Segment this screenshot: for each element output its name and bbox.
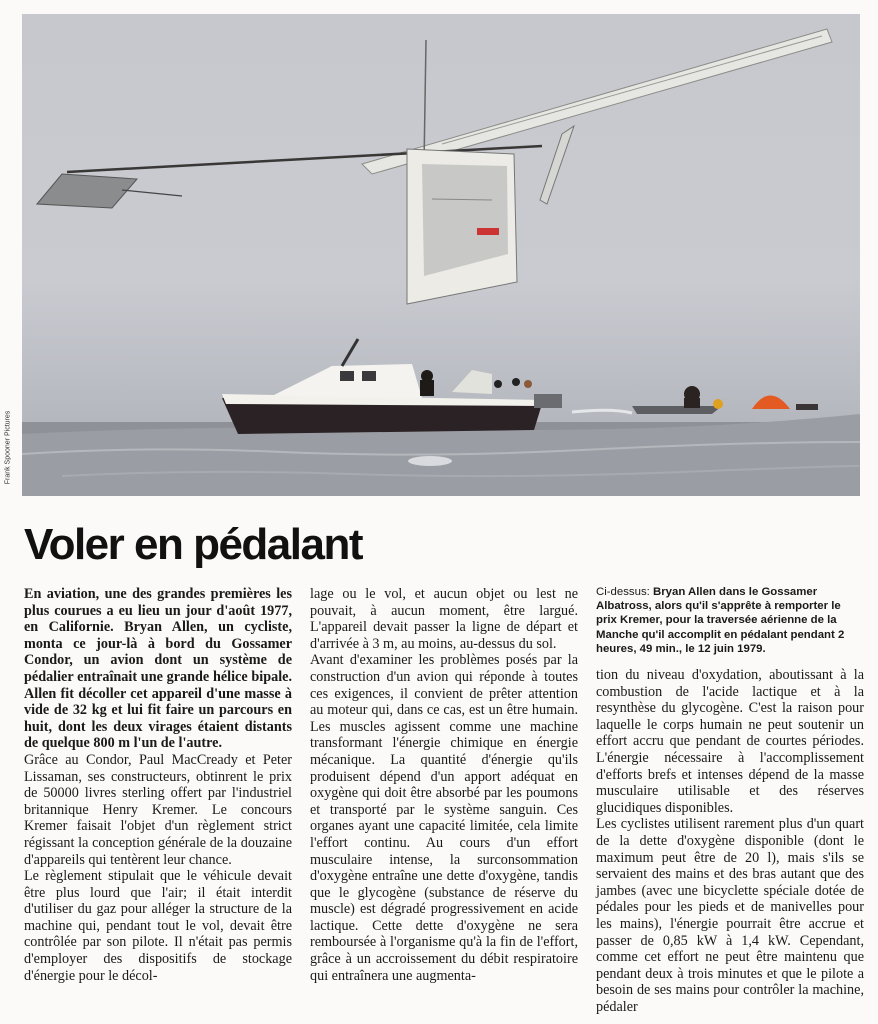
support-boat (222, 339, 562, 434)
aircraft-canard (37, 174, 137, 208)
photo-credit: Frank Spooner Pictures (4, 410, 12, 485)
paragraph: Les cyclistes utilisent rarement plus d'un quart de la dette d'oxygène disponible (dont le maximum peut être de 20 l), mais s'ils se servaient des mains et des bras autant que des jambes (avec une bicyclette spéciale dotée de pédales pour les pieds et de manivelles pour les mains), l'énergie pourrait être accrue et passer de 0,85 kW à 1,4 kW. Cependant, comme cet effort ne peut être maintenu que pendant deux à trois minutes et que le pilote a besoin de ses mains pour contrôler la machine, pédaler (596, 816, 864, 1015)
rescue-boat (752, 396, 790, 410)
photo-illustration (22, 14, 860, 496)
caption-text: Bryan Allen dans le Gossamer Albatross, alors qu'il s'apprête à remporter le prix Kremer, pour la traversée aérienne de la Manche qu'il accomplit en pédalant pendant 2 heures, 49 min., le 12 juin 1979. (596, 586, 845, 655)
paragraph: Grâce au Condor, Paul MacCready et Peter Lissaman, ses constructeurs, obtinrent le prix de 50000 livres sterling offert par l'industriel britannique Henry Kremer. Le concours Kremer faisait l'objet d'un règlement strict régissant la conception générale de la douzaine d'appareils qui tentèrent leur chance. (24, 751, 292, 868)
aircraft-photo (22, 14, 860, 496)
caption-prefix: Ci-dessus: (596, 586, 653, 598)
paragraph: Avant d'examiner les problèmes posés par la construction d'un avion qui réponde à toutes ces exigences, il convient de prêter attention au moteur qui, dans ce cas, est un être humain. Les muscles agissent comme une machine transformant l'énergie chimique en énergie mécanique. La quantité d'énergie qu'ils produisent dépend d'un apport adéquat en oxygène qui doit être absorbé par les poumons et transporté par le système sanguin. Ces organes ayant une capacité limitée, cela limite l'effort continu. Au cours d'un effort musculaire intense, la surconsommation d'oxygène entraîne une dette d'oxygène, tandis que le glycogène (substance de réserve du muscle) est dégradé progressivement en acide lactique. Cette dette d'oxygène ne sera remboursée à l'organisme qu'à la fin de l'effort, grâce à un accroissement du débit respiratoire qui entraînera une augmenta- (310, 652, 578, 984)
photo-caption (596, 585, 864, 656)
paragraph: Le règlement stipulait que le véhicule devait être plus lourd que l'air; il était interdit d'utiliser du gaz pour alléger la structure de la machine qui, pendant tout le vol, devait être contrôlée par son pilote. Il n'était pas permis d'employer des dispositifs de stockage d'énergie pour le décol- (24, 868, 292, 984)
page-title: Voler en pédalant (24, 520, 362, 569)
paragraph: lage ou le vol, et aucun objet ou lest ne pouvait, à aucun moment, être largué. L'appareil devait passer la ligne de départ et d'arrivée à 3 m, au moins, au-dessus du sol. (310, 586, 578, 652)
article-column-2 (310, 586, 578, 984)
article-column-1 (24, 586, 292, 984)
article-column-3 (596, 667, 864, 1015)
paragraph: tion du niveau d'oxydation, aboutissant à la combustion de l'acide lactique et à la resynthèse du glycogène. C'est la raison pour laquelle le corps humain ne peut soutenir un effort accru que pendant de courtes périodes. L'énergie nécessaire à l'accomplissement d'efforts brefs et intenses dépend de la masse musculaire utilisable et des réserves glucidiques disponibles. (596, 667, 864, 816)
lead-paragraph: En aviation, une des grandes premières les plus courues a eu lieu un jour d'août 1977, en Californie. Bryan Allen, un cycliste, monta ce jour-là à bord du Gossamer Condor, un avion dont un système de pédalier entraînait une grande hélice bipale. Allen fit décoller cet appareil d'une masse à vide de 32 kg et lui fit faire un parcours en huit, dont les deux virages étaient distants de quelque 800 m l'un de l'autre. (24, 586, 292, 752)
